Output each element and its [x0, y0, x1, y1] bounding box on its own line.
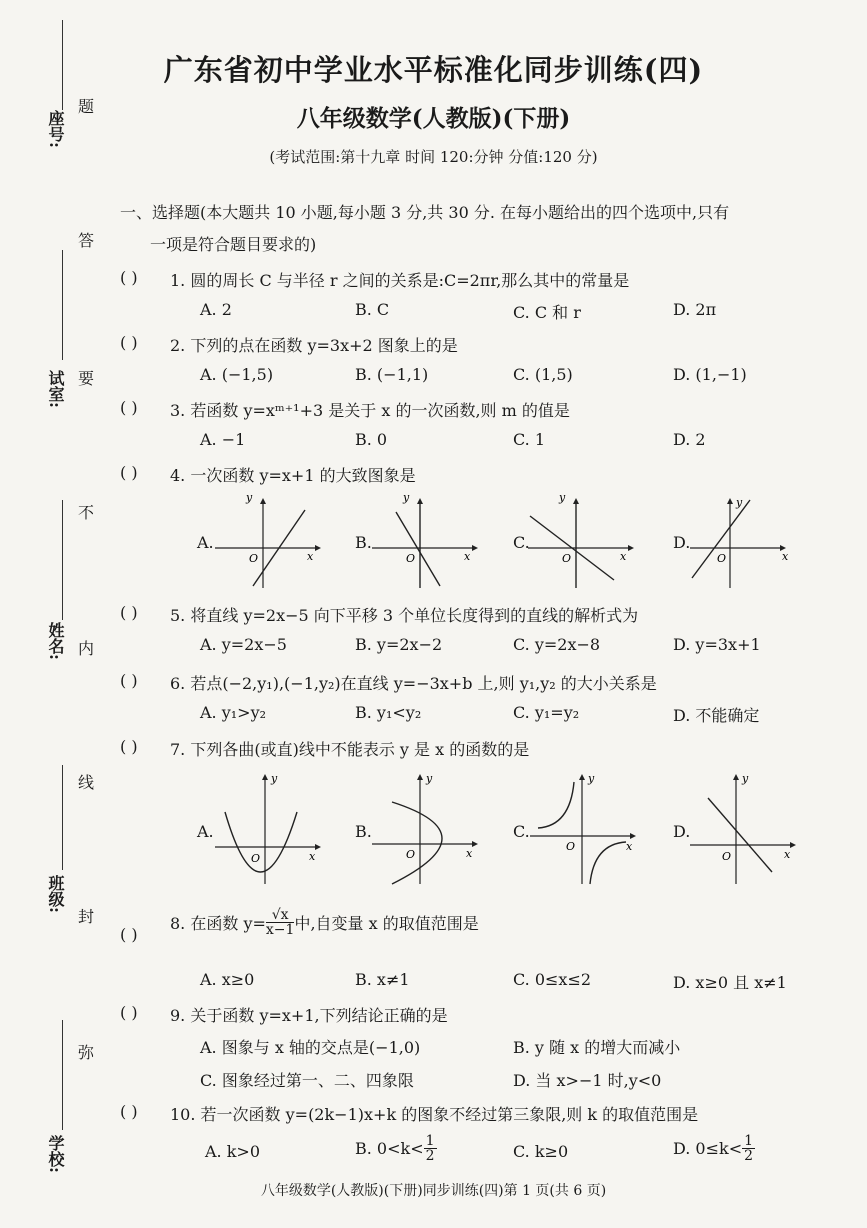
option-a: A. [197, 533, 214, 552]
option-c: C. [513, 533, 530, 552]
option-b: B. y=2x−2 [355, 635, 443, 654]
option-b: B. [355, 822, 372, 841]
page-subtitle: 八年级数学(人教版)(下册) [296, 105, 571, 132]
seal-char: 答 [78, 231, 95, 250]
x-axis-label: x [464, 550, 471, 563]
origin-label: O [406, 552, 416, 565]
option-a: A. 2 [200, 300, 232, 319]
option-b: B. x≠1 [355, 970, 410, 989]
question-stem: 1. 圆的周长 C 与半径 r 之间的关系是:C=2πr,那么其中的常量是 [170, 271, 630, 290]
origin-label: O [251, 852, 261, 865]
exam-scope: (考试范围:第十九章 时间 120:分钟 分值:120 分) [269, 148, 598, 166]
seal-char: 题 [78, 97, 95, 116]
seal-char: 内 [78, 639, 95, 658]
option-a: A. (−1,5) [200, 365, 274, 384]
question-stem: 3. 若函数 y=xᵐ⁺¹+3 是关于 x 的一次函数,则 m 的值是 [170, 401, 570, 420]
y-axis-label: y [736, 496, 743, 509]
option-c: C. [513, 822, 530, 841]
option-d: D. [673, 822, 691, 841]
name-label: 姓名: [46, 622, 65, 660]
question-stem: 2. 下列的点在函数 y=3x+2 图象上的是 [170, 336, 458, 355]
graph-4b [372, 491, 482, 595]
section-heading: 一、选择题(本大题共 10 小题,每小题 3 分,共 30 分. 在每小题给出的四个选项中,只有 [120, 203, 730, 222]
y-axis-label: y [271, 772, 278, 785]
option-c: C. 1 [513, 430, 546, 449]
answer-paren[interactable]: ( ) [120, 737, 138, 756]
option-d: D. (1,−1) [673, 365, 747, 384]
fraction [266, 908, 295, 937]
seal-char: 弥 [78, 1043, 95, 1062]
stem-text: 中,自变量 x 的取值范围是 [294, 914, 479, 933]
binding-line [62, 500, 63, 620]
seal-char: 线 [78, 773, 95, 792]
answer-paren[interactable]: ( ) [120, 603, 138, 622]
y-axis-label: y [403, 491, 410, 504]
option-c: C. 图象经过第一、二、四象限 [200, 1071, 414, 1090]
binding-line [62, 1020, 63, 1130]
page-footer: 八年级数学(人教版)(下册)同步训练(四)第 1 页(共 6 页) [260, 1183, 607, 1199]
answer-paren[interactable]: ( ) [120, 1003, 138, 1022]
option-c: C. C 和 r [513, 303, 581, 322]
option-d: D. 2 [673, 430, 706, 449]
answer-paren[interactable]: ( ) [120, 333, 138, 352]
x-axis-label: x [309, 850, 316, 863]
option-c: C. (1,5) [513, 365, 573, 384]
x-axis-label: x [782, 550, 789, 563]
question-stem: 10. 若一次函数 y=(2k−1)x+k 的图象不经过第三象限,则 k 的取值范围是 [170, 1105, 699, 1124]
option-text: B. 0<k< [355, 1139, 424, 1158]
option-d: D. 2π [673, 300, 717, 319]
graph-7c [530, 772, 640, 891]
graph-4d [690, 496, 800, 595]
origin-label: O [717, 552, 727, 565]
option-b: B. y₁<y₂ [355, 703, 422, 722]
option-a: A. k>0 [205, 1142, 261, 1161]
question-stem: 4. 一次函数 y=x+1 的大致图象是 [170, 466, 416, 485]
option-d: D. [673, 533, 691, 552]
fraction-denominator: x−1 [265, 922, 295, 938]
origin-label: O [566, 840, 576, 853]
option-b: B. y 随 x 的增大而减小 [513, 1038, 681, 1057]
origin-label: O [722, 850, 732, 863]
fraction-numerator: √x [266, 908, 295, 923]
answer-paren[interactable]: ( ) [120, 463, 138, 482]
seat-number-label: 座号: [46, 110, 65, 148]
option-d: D. x≥0 且 x≠1 [673, 973, 787, 992]
option-a: A. x≥0 [200, 970, 255, 989]
y-axis-label: y [246, 491, 253, 504]
question-stem: 6. 若点(−2,y₁),(−1,y₂)在直线 y=−3x+b 上,则 y₁,y₂ 的大小关系是 [170, 674, 657, 693]
fraction-numerator: 1 [744, 1133, 754, 1149]
graph-7a [215, 772, 325, 891]
graph-4a [215, 491, 325, 595]
y-axis-label: y [426, 772, 433, 785]
option-b: B. (−1,1) [355, 365, 429, 384]
section-heading-cont: 一项是符合题目要求的) [150, 235, 317, 254]
option-c: C. k≥0 [513, 1142, 569, 1161]
x-axis-label: x [466, 847, 473, 860]
graph-7b [372, 772, 482, 891]
y-axis-label: y [588, 772, 595, 785]
fraction [742, 1134, 755, 1163]
fraction-denominator: 2 [744, 1148, 754, 1164]
answer-paren[interactable]: ( ) [120, 398, 138, 417]
option-b: B. C [355, 300, 390, 319]
page-title: 广东省初中学业水平标准化同步训练(四) [163, 53, 704, 87]
option-d: D. 不能确定 [673, 706, 760, 725]
answer-paren[interactable]: ( ) [120, 1102, 138, 1121]
graph-7d [690, 772, 800, 891]
option-a: A. 图象与 x 轴的交点是(−1,0) [200, 1038, 421, 1057]
option-b [355, 1134, 437, 1163]
exam-room-label: 试室: [46, 370, 65, 408]
option-a: A. [197, 822, 214, 841]
seal-char: 不 [78, 503, 95, 522]
option-b: B. 0 [355, 430, 388, 449]
option-a: A. −1 [200, 430, 246, 449]
origin-label: O [406, 848, 416, 861]
x-axis-label: x [784, 848, 791, 861]
option-c: C. y₁=y₂ [513, 703, 580, 722]
option-c: C. 0≤x≤2 [513, 970, 592, 989]
stem-text: 8. 在函数 y= [170, 914, 266, 933]
x-axis-label: x [307, 550, 314, 563]
option-d [673, 1134, 755, 1163]
y-axis-label: y [559, 491, 566, 504]
fraction-numerator: 1 [425, 1133, 435, 1149]
binding-line [62, 765, 63, 870]
option-d: D. 当 x>−1 时,y<0 [513, 1071, 662, 1090]
x-axis-label: x [626, 840, 633, 853]
school-label: 学校: [46, 1135, 65, 1173]
option-c: C. y=2x−8 [513, 635, 601, 654]
answer-paren[interactable]: ( ) [120, 925, 138, 944]
answer-paren[interactable]: ( ) [120, 268, 138, 287]
option-b: B. [355, 533, 372, 552]
x-axis-label: x [620, 550, 627, 563]
question-stem: 9. 关于函数 y=x+1,下列结论正确的是 [170, 1006, 448, 1025]
question-stem: 7. 下列各曲(或直)线中不能表示 y 是 x 的函数的是 [170, 740, 530, 759]
question-stem: 5. 将直线 y=2x−5 向下平移 3 个单位长度得到的直线的解析式为 [170, 606, 639, 625]
seal-char: 要 [78, 369, 95, 388]
fraction-denominator: 2 [425, 1148, 435, 1164]
fraction [424, 1134, 437, 1163]
y-axis-label: y [742, 772, 749, 785]
seal-char: 封 [78, 907, 95, 926]
option-d: D. y=3x+1 [673, 635, 761, 654]
question-stem [170, 908, 479, 937]
class-label: 班级: [46, 875, 65, 913]
origin-label: O [562, 552, 572, 565]
graph-4c [528, 491, 638, 595]
option-text: D. 0≤k< [673, 1139, 743, 1158]
option-a: A. y₁>y₂ [200, 703, 267, 722]
option-a: A. y=2x−5 [200, 635, 287, 654]
answer-paren[interactable]: ( ) [120, 671, 138, 690]
binding-line [62, 250, 63, 360]
origin-label: O [249, 552, 259, 565]
